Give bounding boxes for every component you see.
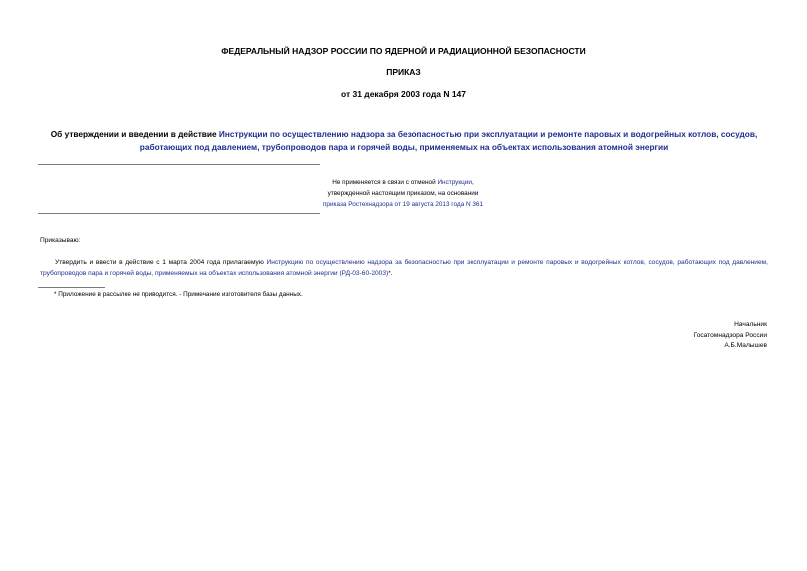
paragraph-suffix: *. <box>388 270 393 277</box>
orders-word: Приказываю: <box>40 237 81 244</box>
order-date: от 31 декабря 2003 года N 147 <box>340 89 467 99</box>
top-divider <box>38 164 320 165</box>
signature-block <box>694 320 767 352</box>
document-title <box>40 128 768 154</box>
notice-line-2: утвержденной настоящим приказом, на основании <box>327 190 479 197</box>
title-prefix: Об утверждении и введении в действие <box>50 129 219 139</box>
order-heading: ПРИКАЗ <box>386 67 421 77</box>
footnote-divider <box>38 287 105 288</box>
notice-prefix: Не применяется в связи с отменой <box>332 179 438 186</box>
rostekhnadzor-order-link[interactable]: приказа Ростехнадзора от 19 августа 2013 года N 361 <box>322 201 484 208</box>
footnote: * Приложение в рассылке не приводится. - Примечание изготовителя базы данных. <box>54 291 303 298</box>
signature-name: А.Б.Малышев <box>724 342 767 349</box>
instruction-title-link[interactable]: Инструкции по осуществлению надзора за безопасностью при эксплуатации и ремонте паровых и водогрейных котлов, сосудов, работающих под давлением, трубопроводов пара и горячей воды, применяемых на объектах использования атомной энергии <box>139 129 758 152</box>
notice-comma: , <box>471 179 474 186</box>
agency-heading: ФЕДЕРАЛЬНЫЙ НАДЗОР РОССИИ ПО ЯДЕРНОЙ И РАДИАЦИОННОЙ БЕЗОПАСНОСТИ <box>221 46 586 56</box>
approval-paragraph <box>40 257 768 279</box>
notice-instruction-link[interactable]: Инструкции <box>437 179 472 186</box>
signature-organization: Госатомнадзора России <box>693 331 767 339</box>
bottom-divider <box>38 213 320 214</box>
paragraph-instruction-link[interactable]: Инструкцию по осуществлению надзора за безопасностью при эксплуатации и ремонте паровых и водогрейных котлов, сосудов, работающих под давлением, трубопроводов пара и горячей воды, применяемых на объектах использования атомной энергии (РД-03-60-2003) <box>40 259 768 277</box>
cancellation-notice <box>300 177 506 210</box>
notice-line-1 <box>300 177 506 188</box>
paragraph-prefix: Утвердить и ввести в действие с 1 марта 2004 года прилагаемую <box>55 259 267 266</box>
signature-position: Начальник <box>734 321 767 328</box>
